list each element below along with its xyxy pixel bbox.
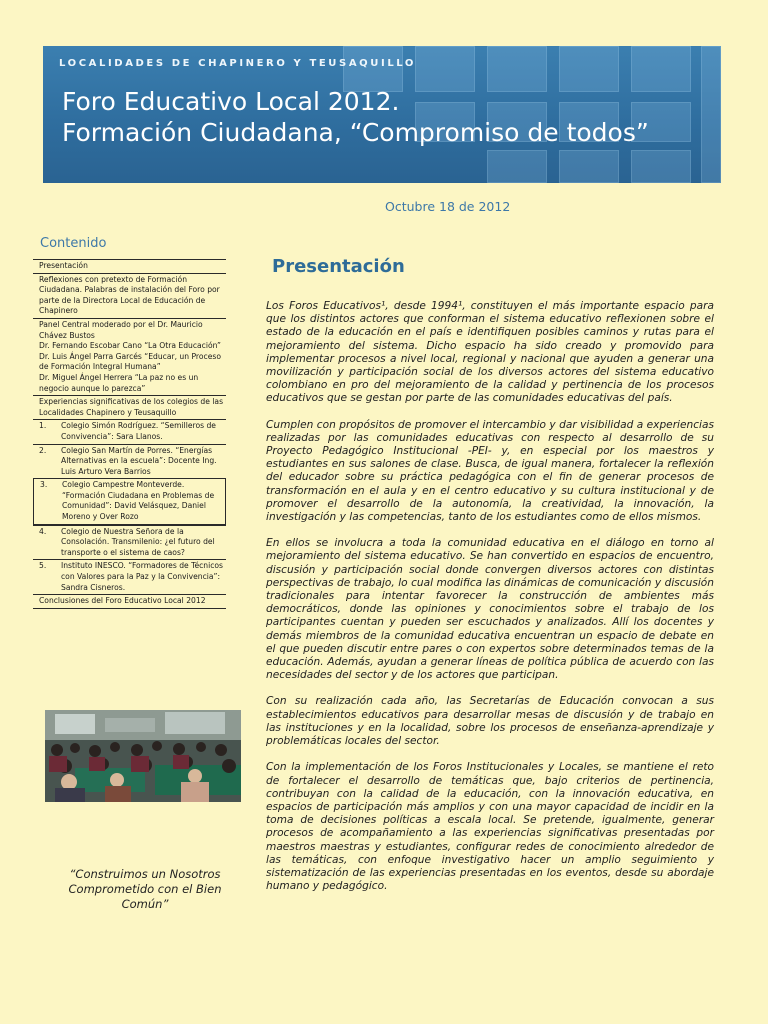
paragraph: Con la implementación de los Foros Institucionales y Locales, se mantiene el reto de fortalecer el desarrollo de temáticas que, bajo criterios de pertinencia, contribuyan con la calidad de la educación, con la innovación educativa, en espacios de participación más amplios y con una mayor capacidad de incidir en la toma de decisiones políticas a escala local. Se pretende, igualmente, generar procesos de acompañamiento a las experiencias significativas presentadas por maestros maestras y estudiantes, configurar redes de conocimiento alrededor de las temáticas, con enfoque investigativo hacer un amplio seguimiento y sistematización de las experiencias presentadas en los eventos, desde su abordaje humano y pedagógico. — [266, 761, 714, 893]
toc-item[interactable]: Reflexiones con pretexto de Formación Ciudadana. Palabras de instalación del Foro por parte de la Directora Local de Educación de Chapinero — [33, 273, 226, 318]
toc-item-text: Dr. Miguel Ángel Herrera “La paz no es un negocio aunque lo parezca” — [39, 372, 199, 393]
toc-item-text: Colegio Campestre Monteverde. “Formación Ciudadana en Problemas de Comunidad”: David Velásquez, Daniel Moreno y Over Rozo — [62, 480, 215, 522]
paragraph: Los Foros Educativos¹, desde 1994¹, constituyen el más importante espacio para que los distintos actores que conforman el sistema educativo reflexionen sobre el estado de la educación en el país e identifiquen posibles caminos y rutas para el mejoramiento del sistema. Dicho espacio ha sido creado y promovido para implementar procesos a nivel local, regional y nacional que ayuden a generar una movilización y participación social de los diversos actores del sistema educativo colombiano en pro del mejoramiento de la calidad y pertinencia de los procesos educativos que se gestan por parte de las comunidades educativas del país. — [266, 300, 714, 405]
banner-title — [62, 86, 649, 148]
article-body — [266, 300, 714, 906]
toc-item-number: 3. — [40, 480, 48, 490]
toc-item-number: 4. — [39, 526, 47, 536]
toc-item-text: Dr. Luis Ángel Parra Garcés “Educar, un Proceso de Formación Integral Humana” — [39, 351, 221, 372]
toc-item-number: 1. — [39, 421, 47, 431]
toc-item-text: Colegio de Nuestra Señora de la Consolación. Transmilenio: ¿el futuro del transporte o el sistema de caos? — [61, 526, 215, 557]
issue-date: Octubre 18 de 2012 — [385, 199, 511, 214]
toc-item[interactable] — [33, 419, 226, 443]
toc-heading: Contenido — [40, 236, 107, 251]
toc-item[interactable] — [33, 318, 226, 395]
toc-item-text: Dr. Fernando Escobar Cano “La Otra Educación” — [39, 341, 221, 351]
forum-audience-photo — [45, 710, 241, 802]
toc-item-number: 2. — [39, 445, 47, 455]
banner-title-line-1: Foro Educativo Local 2012. — [62, 87, 400, 116]
toc-item[interactable]: Presentación — [33, 259, 226, 273]
header-banner — [43, 46, 721, 183]
toc-item-text: Colegio Simón Rodríguez. “Semilleros de Convivencia”: Sara Llanos. — [61, 421, 216, 441]
toc-item[interactable]: Conclusiones del Foro Educativo Local 2012 — [33, 594, 226, 609]
pull-quote: “Construimos un Nosotros Comprometido con el Bien Común” — [68, 867, 222, 911]
toc-item[interactable] — [33, 444, 226, 479]
audience-photo-graphic — [45, 710, 241, 802]
toc-item[interactable] — [33, 478, 226, 524]
section-title: Presentación — [272, 256, 405, 277]
toc-item[interactable] — [33, 525, 226, 560]
banner-kicker: LOCALIDADES DE CHAPINERO Y TEUSAQUILLO — [59, 58, 417, 69]
table-of-contents — [33, 259, 226, 609]
paragraph: Cumplen con propósitos de promover el intercambio y dar visibilidad a experiencias realizadas por las comunidades educativas con respecto al desarrollo de su Proyecto Pedagógico Institucional -PEI- y, en especial por los maestros y estudiantes en sus salones de clase. Busca, de igual manera, fortalecer la reflexión del educador sobre su práctica pedagógica con el fin de generar procesos de transformación en el aula y en el centro educativo y su cultura institucional y de promover el desarrollo de la autonomía, la creatividad, la innovación, la investigación y las competencias, tanto de los estudiantes como de ellos mismos. — [266, 418, 714, 524]
toc-item[interactable] — [33, 559, 226, 594]
paragraph: En ellos se involucra a toda la comunidad educativa en el diálogo en torno al mejoramiento del sistema educativo. Se han convertido en espacios de encuentro, discusión y participación social donde convergen diversos actores con distintas perspectivas de trabajo, lo cual modifica las dinámicas de comunicación y discusión tradicionales para intentar favorecer la construcción de ambientes más democráticos, donde las opiniones y conocimientos sobre el trabajo de los participantes cuentan y pueden ser escuchados y analizados. Allí los docentes y demás miembros de la comunidad educativa encuentran un espacio de debate en el que pueden discutir entre pares o con expertos sobre determinados temas de la educación. Además, ayudan a generar líneas de política pública de acuerdo con las necesidades del sector y de los actores que participan. — [266, 537, 714, 682]
banner-title-line-2: Formación Ciudadana, “Compromiso de todos” — [62, 118, 649, 147]
toc-item-text: Instituto INESCO. “Formadores de Técnicos con Valores para la Paz y la Convivencia”: Sandra Cisneros. — [61, 561, 224, 592]
toc-item-number: 5. — [39, 561, 47, 571]
toc-item[interactable]: Experiencias significativas de los colegios de las Localidades Chapinero y Teusaquillo — [33, 395, 226, 419]
toc-item-text: Colegio San Martín de Porres. “Energías Alternativas en la escuela”: Docente Ing. Luis Arturo Vera Barrios — [61, 445, 217, 476]
paragraph: Con su realización cada año, las Secretarías de Educación convocan a sus establecimientos educativos para desarrollar mesas de discusión y de trabajo en las instituciones y en la localidad, sobre los procesos de enseñanza-aprendizaje y problemáticas locales del sector. — [266, 695, 714, 748]
toc-item-text: Panel Central moderado por el Dr. Mauricio Chávez Bustos — [39, 319, 203, 340]
